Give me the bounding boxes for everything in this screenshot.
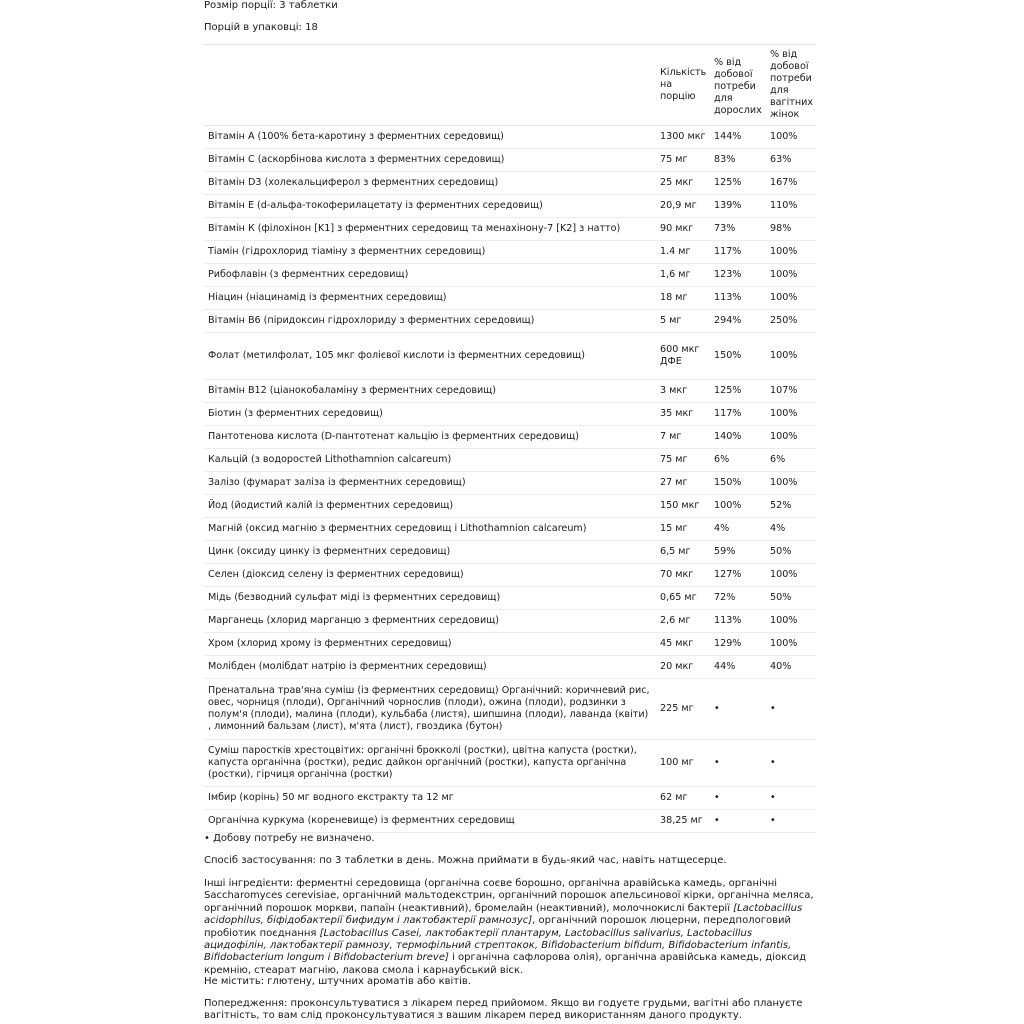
- ingredient-name: Вітамін B6 (піридоксин гідрохлориду з ферментних середовищ): [204, 310, 656, 333]
- pregnant-dv-cell: 100%: [766, 264, 816, 287]
- ingredient-name: Йод (йодистий калій із ферментних середовищ): [204, 495, 656, 518]
- table-row: [204, 287, 816, 310]
- amount-cell: 45 мкг: [656, 633, 710, 656]
- amount-cell: 100 мг: [656, 740, 710, 787]
- ingredient-name: Суміш паростків хрестоцвітих: органічні брокколі (ростки), цвітна капуста (ростки), капуста органічна (ростки), редис дайкон органічний (ростки), капуста органічна (ростки), гірчиця органічна (ростки): [204, 740, 656, 787]
- table-row: [204, 810, 816, 833]
- pregnant-dv-cell: 100%: [766, 333, 816, 380]
- table-row: [204, 787, 816, 810]
- pregnant-dv-cell: 50%: [766, 541, 816, 564]
- pregnant-dv-cell: •: [766, 810, 816, 833]
- adult-dv-cell: 127%: [710, 564, 766, 587]
- table-row: [204, 633, 816, 656]
- pregnant-dv-cell: •: [766, 679, 816, 740]
- amount-cell: 5 мг: [656, 310, 710, 333]
- amount-cell: 18 мг: [656, 287, 710, 310]
- ingredient-name: Мідь (безводний сульфат міді із ферментних середовищ): [204, 587, 656, 610]
- amount-cell: 20 мкг: [656, 656, 710, 679]
- ingredient-name: Вітамін E (d-альфа-токоферилацетату із ферментних середовищ): [204, 195, 656, 218]
- amount-cell: 1.4 мг: [656, 241, 710, 264]
- header-ingredient: [204, 45, 656, 126]
- table-row: [204, 380, 816, 403]
- adult-dv-cell: 294%: [710, 310, 766, 333]
- pregnant-dv-cell: 100%: [766, 403, 816, 426]
- ingredient-name: Вітамін C (аскорбінова кислота з ферментних середовищ): [204, 149, 656, 172]
- adult-dv-cell: 72%: [710, 587, 766, 610]
- other-ingredients-part: і органічна сафлорова олія), органічна аравійська камедь, діоксид кремнію, стеарат магнію, лакова смола і карнаубський віск.: [204, 952, 807, 976]
- ingredient-name: Вітамін B12 (ціанокобаламіну з ферментних середовищ): [204, 380, 656, 403]
- amount-cell: 62 мг: [656, 787, 710, 810]
- adult-dv-cell: 123%: [710, 264, 766, 287]
- ingredient-name: Вітамін D3 (холекальциферол з ферментних середовищ): [204, 172, 656, 195]
- ingredient-name: Магній (оксид магнію з ферментних середовищ і Lithothamnion calcareum): [204, 518, 656, 541]
- ingredient-name: Тіамін (гідрохлорид тіаміну з ферментних середовищ): [204, 241, 656, 264]
- pregnant-dv-cell: 6%: [766, 449, 816, 472]
- adult-dv-cell: 125%: [710, 172, 766, 195]
- pregnant-dv-cell: 63%: [766, 149, 816, 172]
- adult-dv-cell: 139%: [710, 195, 766, 218]
- pregnant-dv-cell: 100%: [766, 472, 816, 495]
- ingredient-name: Кальцій (з водоростей Lithothamnion calcareum): [204, 449, 656, 472]
- ingredient-name: Фолат (метилфолат, 105 мкг фолієвої кислоти із ферментних середовищ): [204, 333, 656, 380]
- amount-cell: 70 мкг: [656, 564, 710, 587]
- pregnant-dv-cell: 52%: [766, 495, 816, 518]
- table-row: [204, 679, 816, 740]
- pregnant-dv-cell: 50%: [766, 587, 816, 610]
- table-row: [204, 740, 816, 787]
- amount-cell: 90 мкг: [656, 218, 710, 241]
- table-row: [204, 610, 816, 633]
- serving-size: Розмір порції: 3 таблетки: [204, 0, 338, 11]
- pregnant-dv-cell: 250%: [766, 310, 816, 333]
- amount-cell: 7 мг: [656, 426, 710, 449]
- ingredient-name: Селен (діоксид селену із ферментних середовищ): [204, 564, 656, 587]
- ingredient-name: Біотин (з ферментних середовищ): [204, 403, 656, 426]
- adult-dv-cell: •: [710, 810, 766, 833]
- pregnant-dv-cell: 167%: [766, 172, 816, 195]
- header-pregnant-dv: % від добової потреби для вагітних жінок: [766, 45, 816, 126]
- adult-dv-cell: 100%: [710, 495, 766, 518]
- table-row: [204, 333, 816, 380]
- adult-dv-cell: •: [710, 740, 766, 787]
- adult-dv-cell: 117%: [710, 403, 766, 426]
- other-ingredients-part: [Lactobacillus Casei, лактобактерії плантарум, Lactobacillus salivarius, Lactobacillus ацидофілін, лактобактерії рамнозу, термофільний стрептокок, Bifidobacterium bifidum, Bifidobacterium infantis, Bifidobacterium longum і Bifidobacterium breve]: [204, 927, 792, 964]
- amount-cell: 75 мг: [656, 449, 710, 472]
- table-row: [204, 518, 816, 541]
- ingredient-name: Марганець (хлорид марганцю з ферментних середовищ): [204, 610, 656, 633]
- other-ingredients: [204, 878, 816, 977]
- ingredient-name: Ніацин (ніацинамід із ферментних середовищ): [204, 287, 656, 310]
- table-row: [204, 172, 816, 195]
- table-row: [204, 426, 816, 449]
- warning-note: Попередження: проконсультуватися з лікарем перед прийомом. Якщо ви годуєте грудьми, вагітні або плануєте вагітність, то вам слід проконсультуватися з вашим лікарем перед використанням даного продукту.: [204, 998, 803, 1022]
- pregnant-dv-cell: 100%: [766, 126, 816, 149]
- amount-cell: 6,5 мг: [656, 541, 710, 564]
- other-ingredients-part: , органічний порошок люцерни, передпологовий пробіотик поєднання: [204, 915, 791, 939]
- amount-cell: 1,6 мг: [656, 264, 710, 287]
- adult-dv-cell: 6%: [710, 449, 766, 472]
- pregnant-dv-cell: 100%: [766, 610, 816, 633]
- adult-dv-cell: 73%: [710, 218, 766, 241]
- ingredient-name: Органічна куркума (кореневище) із ферментних середовищ: [204, 810, 656, 833]
- amount-cell: 2,6 мг: [656, 610, 710, 633]
- pregnant-dv-cell: 100%: [766, 564, 816, 587]
- table-row: [204, 241, 816, 264]
- adult-dv-cell: 150%: [710, 333, 766, 380]
- adult-dv-cell: 4%: [710, 518, 766, 541]
- amount-cell: 75 мг: [656, 149, 710, 172]
- pregnant-dv-cell: 98%: [766, 218, 816, 241]
- amount-cell: 35 мкг: [656, 403, 710, 426]
- amount-cell: 20,9 мг: [656, 195, 710, 218]
- table-row: [204, 218, 816, 241]
- pregnant-dv-cell: 100%: [766, 287, 816, 310]
- adult-dv-cell: 113%: [710, 610, 766, 633]
- adult-dv-cell: 44%: [710, 656, 766, 679]
- adult-dv-cell: 117%: [710, 241, 766, 264]
- pregnant-dv-cell: 110%: [766, 195, 816, 218]
- servings-per-pack: Порцій в упаковці: 18: [204, 22, 318, 33]
- ingredient-name: Молібден (молібдат натрію із ферментних середовищ): [204, 656, 656, 679]
- pregnant-dv-cell: 4%: [766, 518, 816, 541]
- table-row: [204, 403, 816, 426]
- ingredient-name: Імбир (корінь) 50 мг водного екстракту та 12 мг: [204, 787, 656, 810]
- table-row: [204, 149, 816, 172]
- table-row: [204, 472, 816, 495]
- pregnant-dv-cell: 100%: [766, 633, 816, 656]
- table-row: [204, 195, 816, 218]
- adult-dv-cell: 129%: [710, 633, 766, 656]
- adult-dv-cell: 150%: [710, 472, 766, 495]
- adult-dv-cell: 125%: [710, 380, 766, 403]
- pregnant-dv-cell: 100%: [766, 241, 816, 264]
- amount-cell: 3 мкг: [656, 380, 710, 403]
- pregnant-dv-cell: 107%: [766, 380, 816, 403]
- amount-cell: 150 мкг: [656, 495, 710, 518]
- adult-dv-cell: 83%: [710, 149, 766, 172]
- ingredient-name: Вітамін A (100% бета-каротину з ферментних середовищ): [204, 126, 656, 149]
- ingredient-name: Залізо (фумарат заліза із ферментних середовищ): [204, 472, 656, 495]
- table-row: [204, 587, 816, 610]
- ingredient-name: Рибофлавін (з ферментних середовищ): [204, 264, 656, 287]
- table-body: [204, 126, 816, 833]
- table-row: [204, 264, 816, 287]
- ingredient-name: Пантотенова кислота (D-пантотенат кальцію із ферментних середовищ): [204, 426, 656, 449]
- table-row: [204, 564, 816, 587]
- nutrition-table: [204, 44, 816, 833]
- pregnant-dv-cell: •: [766, 787, 816, 810]
- table-row: [204, 495, 816, 518]
- pregnant-dv-cell: 40%: [766, 656, 816, 679]
- adult-dv-cell: 113%: [710, 287, 766, 310]
- adult-dv-cell: 144%: [710, 126, 766, 149]
- amount-cell: 225 мг: [656, 679, 710, 740]
- table-row: [204, 541, 816, 564]
- other-ingredients-part: Інші інгредієнти: ферментні середовища (органічна соєве борошно, органічна аравійська камедь, органічні Saccharomyces cerevisiae, органічний мальтодекстрин, органічний порошок апельсинової кірки, органічна меляса, органічний порошок моркви, папаїн (неактивний), бромелайн (неактивний), молочнокислі бактерії: [204, 878, 814, 914]
- table-row: [204, 310, 816, 333]
- free-from-note: Не містить: глютену, штучних ароматів або квітів.: [204, 976, 471, 987]
- amount-cell: 600 мкг ДФЕ: [656, 333, 710, 380]
- usage-note: Спосіб застосування: по 3 таблетки в день. Можна приймати в будь-який час, навіть натщесерце.: [204, 855, 727, 866]
- adult-dv-cell: •: [710, 787, 766, 810]
- amount-cell: 25 мкг: [656, 172, 710, 195]
- table-row: [204, 449, 816, 472]
- amount-cell: 15 мг: [656, 518, 710, 541]
- header-amount: Кількість на порцію: [656, 45, 710, 126]
- table-row: [204, 126, 816, 149]
- amount-cell: 38,25 мг: [656, 810, 710, 833]
- header-adult-dv: % від добової потреби для дорослих: [710, 45, 766, 126]
- ingredient-name: Пренатальна трав'яна суміш (із ферментних середовищ) Органічний: коричневий рис, овес, чорниця (плоди), Органічний чорнослив (плоди), ожина (плоди), родзинки з полум'я (плоди), малина (плоди), кульбаба (листя), шипшина (плоди), лаванда (квіти) , лимонний бальзам (лист), м'ята (лист), гвоздика (бутон): [204, 679, 656, 740]
- other-ingredients-part: [Lactobacillus acidophilus, біфідобактерії бифидум і лактобактерії рамнозус]: [204, 902, 803, 927]
- adult-dv-cell: 140%: [710, 426, 766, 449]
- ingredient-name: Хром (хлорид хрому із ферментних середовищ): [204, 633, 656, 656]
- pregnant-dv-cell: •: [766, 740, 816, 787]
- amount-cell: 0,65 мг: [656, 587, 710, 610]
- amount-cell: 1300 мкг: [656, 126, 710, 149]
- adult-dv-cell: •: [710, 679, 766, 740]
- table-header-row: [204, 45, 816, 126]
- pregnant-dv-cell: 100%: [766, 426, 816, 449]
- ingredient-name: Вітамін К (філохінон [K1] з ферментних середовищ та менахінону-7 [K2] з натто): [204, 218, 656, 241]
- ingredient-name: Цинк (оксиду цинку із ферментних середовищ): [204, 541, 656, 564]
- table-row: [204, 656, 816, 679]
- amount-cell: 27 мг: [656, 472, 710, 495]
- adult-dv-cell: 59%: [710, 541, 766, 564]
- daily-value-note: • Добову потребу не визначено.: [204, 833, 375, 844]
